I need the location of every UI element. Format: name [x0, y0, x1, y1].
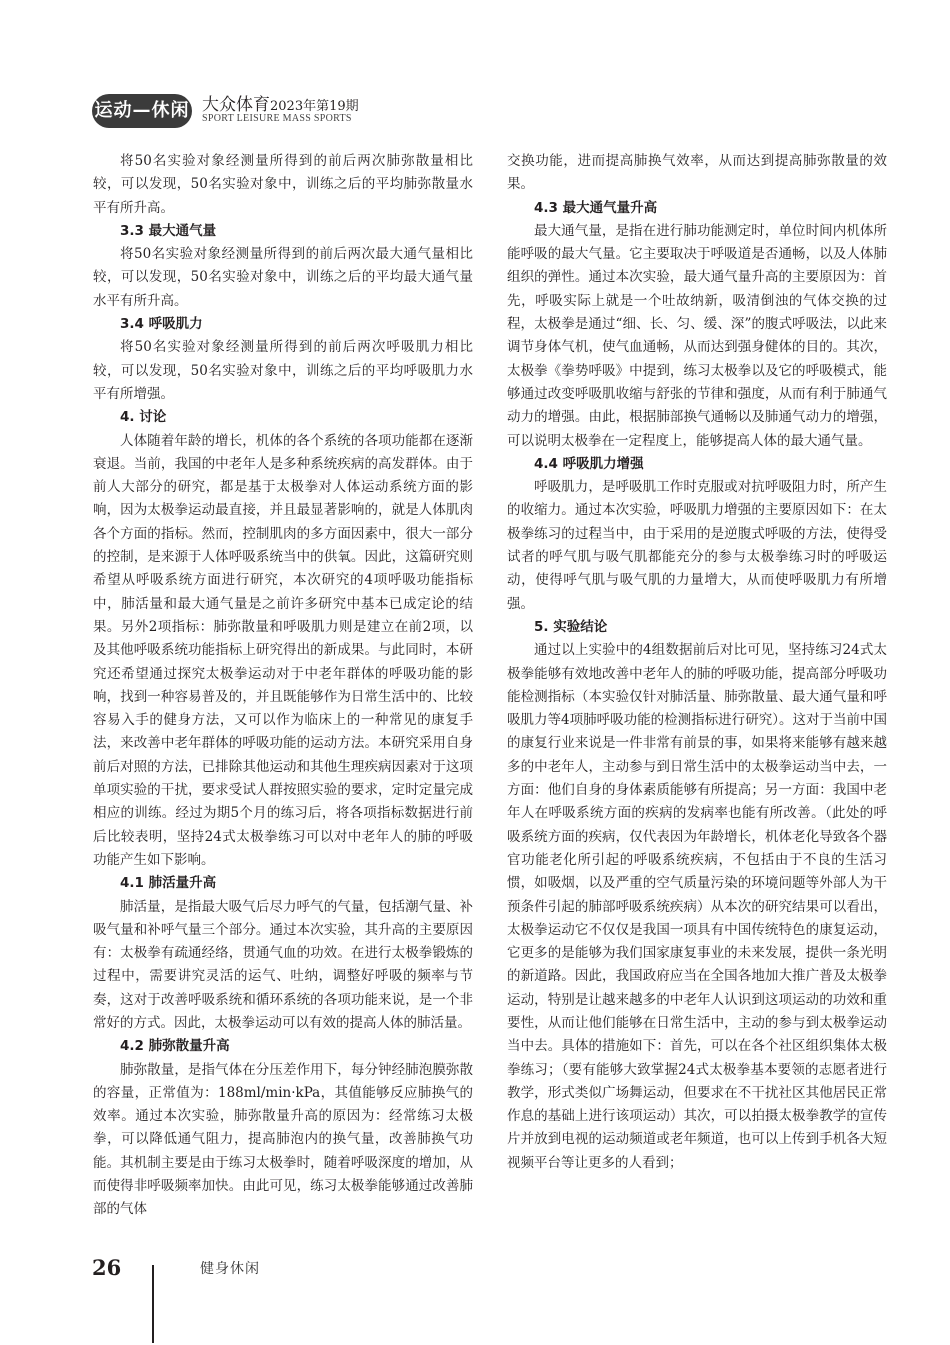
- body-paragraph: 肺活量，是指最大吸气后尽力呼气的气量，包括潮气量、补吸气量和补呼气量三个部分。通过本次实验，其升高的主要原因有：太极拳有疏通经络，贯通气血的功效。在进行太极拳锻炼的过程中，需要讲究灵活的运气、吐纳，调整好呼吸的频率与节奏，这对于改善呼吸系统和循环系统的各项功能来说，是一个非常好的方式。因此，太极拳运动可以有效的提高人体的肺活量。: [93, 898, 473, 1031]
- footer-divider: [152, 1265, 154, 1343]
- section-heading: 5. 实验结论: [534, 618, 608, 635]
- section-heading: 4.4 呼吸肌力增强: [534, 455, 644, 472]
- section-badge: 运动—休闲: [92, 94, 192, 128]
- right-column: [507, 150, 887, 1175]
- body-paragraph: 交换功能，进而提高肺换气效率，从而达到提高肺弥散量的效果。: [507, 153, 887, 193]
- page-number: 26: [92, 1255, 122, 1280]
- issue-label: 2023年第19期: [270, 99, 359, 114]
- body-paragraph: 将50名实验对象经测量所得到的前后两次呼吸肌力相比较，可以发现，50名实验对象中，训练之后的平均呼吸肌力水平有所增强。: [93, 339, 473, 402]
- body-paragraph: 肺弥散量，是指气体在分压差作用下，每分钟经肺泡膜弥散的容量，正常值为：188ml/min·kPa，其值能够反应肺换气的效率。通过本次实验，肺弥散量升高的原因为：经常练习太极拳，可以降低通气阻力，提高肺泡内的换气量，改善肺换气功能。其机制主要是由于练习太极拳时，随着呼吸深度的增加，从而使得非呼吸频率加快。由此可见，练习太极拳能够通过改善肺部的气体: [93, 1061, 473, 1218]
- magazine-name: 大众体育: [202, 95, 270, 115]
- page-footer: [92, 1255, 392, 1345]
- body-paragraph: 将50名实验对象经测量所得到的前后两次最大通气量相比较，可以发现，50名实验对象中，训练之后的平均最大通气量水平有所升高。: [93, 246, 473, 309]
- body-paragraph: 将50名实验对象经测量所得到的前后两次肺弥散量相比较，可以发现，50名实验对象中，训练之后的平均肺弥散量水平有所升高。: [93, 153, 473, 216]
- section-heading: 3.3 最大通气量: [120, 222, 217, 239]
- magazine-title: [202, 90, 359, 115]
- left-column: [93, 150, 473, 1222]
- page-header: [92, 88, 852, 138]
- section-heading: 3.4 呼吸肌力: [120, 316, 203, 333]
- body-paragraph: 人体随着年龄的增长，机体的各个系统的各项功能都在逐渐衰退。当前，我国的中老年人是多种系统疾病的高发群体。由于前人大部分的研究，都是基于太极拳对人体运动系统方面的影响，因为太极拳运动最直接，并且最显著影响的，就是人体肌肉各个方面的指标。然而，控制肌肉的多方面因素中，很大一部分的控制，是来源于人体呼吸系统当中的供氧。因此，这篇研究则希望从呼吸系统方面进行研究，本次研究的4项呼吸功能指标中，肺活量和最大通气量是之前许多研究中基本已成定论的结果。另外2项指标：肺弥散量和呼吸肌力则是建立在前2项，以及其他呼吸系统功能指标上研究得出的新成果。与此同时，本研究还希望通过探究太极拳运动对于中老年群体的呼吸功能的影响，找到一种容易普及的，并且既能够作为日常生活中的、比较容易入手的健身方法，又可以作为临床上的一种常见的康复手法，来改善中老年群体的呼吸功能的运动方法。本研究采用自身前后对照的方法，已排除其他运动和其他生理疾病因素对于这项单项实验的干扰，要求受试人群按照实验的要求，定时定量完成相应的训练。经过为期5个月的练习后，将各项指标数据进行前后比较表明，坚持24式太极拳练习可以对中老年人的肺的呼吸功能产生如下影响。: [93, 432, 473, 868]
- body-paragraph: 呼吸肌力，是呼吸肌工作时克服或对抗呼吸阻力时，所产生的收缩力。通过本次实验，呼吸肌力增强的主要原因如下：在太极拳练习的过程当中，由于采用的是逆腹式呼吸的方法，使得受试者的呼气肌与吸气肌都能充分的参与太极拳练习时的呼吸运动，使得呼气肌与吸气肌的力量增大，从而使呼吸肌力有所增强。: [507, 479, 887, 612]
- body-paragraph: 最大通气量，是指在进行肺功能测定时，单位时间内机体所能呼吸的最大气量。它主要取决于呼吸道是否通畅，以及人体肺组织的弹性。通过本次实验，最大通气量升高的主要原因为：首先，呼吸实际上就是一个吐故纳新，吸清倒浊的气体交换的过程，太极拳是通过“细、长、匀、缓、深”的腹式呼吸法，以此来调节身体气机，使气血通畅，从而达到强身健体的目的。其次，太极拳《拳势呼吸》中提到，练习太极拳以及它的呼吸模式，能够通过改变呼吸肌收缩与舒张的节律和强度，从而有利于肺通气动力的增强。由此，根据肺部换气通畅以及肺通气动力的增强，可以说明太极拳在一定程度上，能够提高人体的最大通气量。: [507, 222, 887, 449]
- body-paragraph: 通过以上实验中的4组数据前后对比可见，坚持练习24式太极拳能够有效地改善中老年人的肺的呼吸功能，提高部分呼吸功能检测指标（本实验仅针对肺活量、肺弥散量、最大通气量和呼吸肌力等4项肺呼吸功能的检测指标进行研究）。这对于当前中国的康复行业来说是一件非常有前景的事，如果将来能够有越来越多的中老年人，主动参与到日常生活中的太极拳运动当中去，一方面：他们自身的身体素质能够有所提高；另一方面：我国中老年人在呼吸系统方面的疾病的发病率也能有所改善。（此处的呼吸系统方面的疾病，仅代表因为年龄增长，机体老化导致各个器官功能老化所引起的呼吸系统疾病，不包括由于不良的生活习惯，如吸烟，以及严重的空气质量污染的环境问题等外部人为干预条件引起的肺部呼吸系统疾病）从本次的研究结果可以看出，太极拳运动它不仅仅是我国一项具有中国传统特色的康复运动，它更多的是能够为我们国家康复事业的未来发展，提供一条光明的新道路。因此，我国政府应当在全国各地加大推广普及太极拳运动，特别是让越来越多的中老年人认识到这项运动的功效和重要性，从而让他们能够在日常生活中，主动的参与到太极拳运动当中去。具体的措施如下：首先，可以在各个社区组织集体太极拳练习；（要有能够大致掌握24式太极拳基本要领的志愿者进行教学，形式类似广场舞运动，但要求在不干扰社区其他居民正常作息的基础上进行该项运动）其次，可以拍摄太极拳教学的宣传片并放到电视的运动频道或老年频道，也可以上传到手机各大短视频平台等让更多的人看到；: [507, 642, 887, 1171]
- section-heading: 4. 讨论: [120, 409, 167, 426]
- section-heading: 4.3 最大通气量升高: [534, 199, 658, 216]
- footer-section-label: 健身休闲: [200, 1261, 260, 1277]
- section-heading: 4.2 肺弥散量升高: [120, 1038, 230, 1055]
- section-heading: 4.1 肺活量升高: [120, 875, 217, 892]
- magazine-subtitle: SPORT LEISURE MASS SPORTS: [202, 113, 352, 124]
